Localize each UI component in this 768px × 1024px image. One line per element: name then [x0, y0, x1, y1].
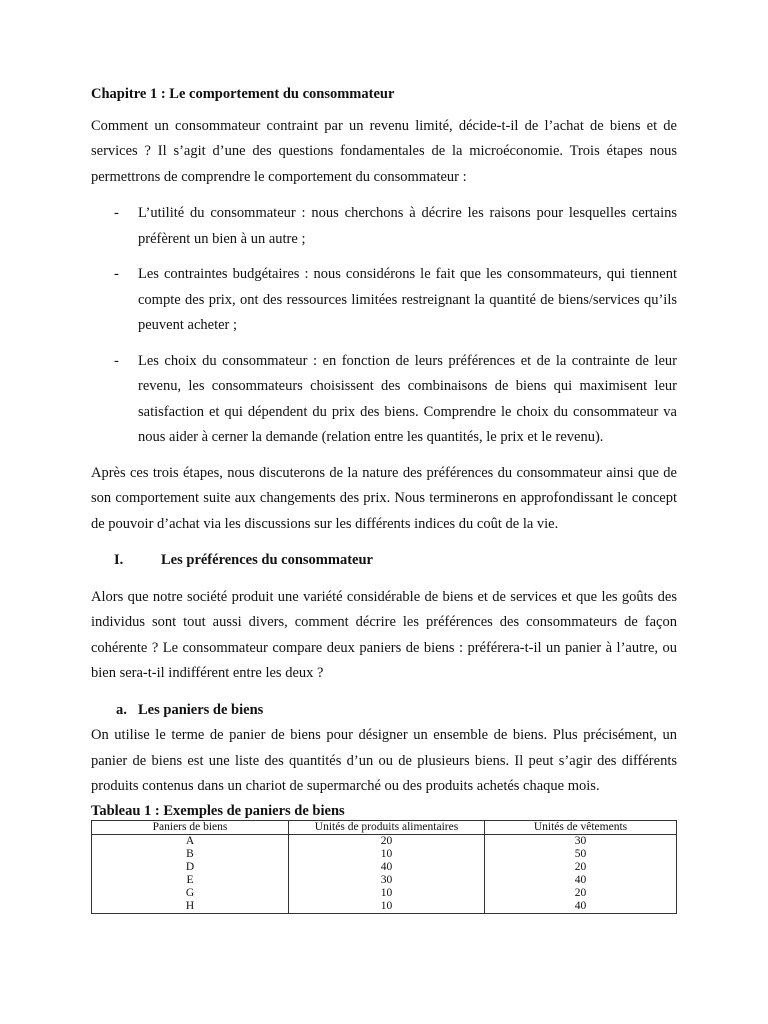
table-header: Unités de produits alimentaires	[289, 820, 485, 834]
list-item: - Les choix du consommateur : en fonction de leurs préférences et de la contrainte de leur revenu, les consommateurs choisissent des combinaisons de biens qui maximisent leur satisfaction et qui dépendent du prix des biens. Comprendre le choix du consommateur va nous aider à cerner la demande (relation entre les quantités, le prix et le revenu).	[91, 349, 677, 451]
table-cell: 50	[485, 848, 677, 861]
list-item: - Les contraintes budgétaires : nous considérons le fait que les consommateurs, qui tiennent compte des prix, ont des ressources limitées restreignant la quantité de biens/services qu’ils peuvent acheter ;	[91, 262, 677, 339]
table-cell: 10	[289, 887, 485, 900]
table-caption: Tableau 1 : Exemples de paniers de biens	[91, 802, 345, 819]
subsection-title: Les paniers de biens	[138, 701, 264, 718]
subsection-number: a.	[116, 701, 127, 718]
table-cell: E	[92, 874, 289, 887]
table-cell: 40	[485, 900, 677, 914]
table-cell: A	[92, 834, 289, 848]
table-cell: 20	[485, 861, 677, 874]
table-cell: B	[92, 848, 289, 861]
dash-bullet: -	[114, 266, 119, 282]
table-cell: 40	[485, 874, 677, 887]
steps-list	[91, 201, 677, 451]
table-header: Unités de vêtements	[485, 820, 677, 834]
section-number: I.	[114, 552, 124, 568]
dash-bullet: -	[114, 205, 119, 221]
table-cell: 30	[289, 874, 485, 887]
chapter-title: Chapitre 1 : Le comportement du consommateur	[91, 86, 395, 102]
subsection-heading	[91, 698, 677, 724]
baskets-table	[91, 820, 677, 914]
table-row	[92, 874, 677, 887]
table-header-row	[92, 820, 677, 834]
table-cell: D	[92, 861, 289, 874]
table-row	[92, 848, 677, 861]
table-row	[92, 900, 677, 914]
table-row	[92, 861, 677, 874]
document-page	[91, 82, 677, 914]
table-cell: 20	[485, 887, 677, 900]
section-paragraph: Alors que notre société produit une variété considérable de biens et de services et que les goûts des individus sont tout aussi divers, comment décrire les préférences des consommateurs de façon cohérente ? Le consommateur compare deux paniers de biens : préférera-t-il un panier à l’autre, ou bien sera-t-il indifférent entre les deux ?	[91, 588, 677, 681]
table-cell: G	[92, 887, 289, 900]
table-cell: 40	[289, 861, 485, 874]
table-cell: 10	[289, 848, 485, 861]
table-cell: 10	[289, 900, 485, 914]
intro-paragraph: Comment un consommateur contraint par un revenu limité, décide-t-il de l’achat de biens et de services ? Il s’agit d’une des questions fondamentales de la microéconomie. Trois étapes nous permettrons de comprendre le comportement du consommateur :	[91, 117, 677, 185]
section-heading	[91, 548, 677, 574]
after-paragraph: Après ces trois étapes, nous discuterons de la nature des préférences du consommateur ainsi que de son comportement suite aux changements des prix. Nous terminerons en approfondissant le concept de pouvoir d’achat via les discussions sur les différents indices du coût de la vie.	[91, 464, 677, 532]
dash-bullet: -	[114, 352, 119, 369]
section-title: Les préférences du consommateur	[161, 552, 373, 568]
table-cell: H	[92, 900, 289, 914]
table-row	[92, 834, 677, 848]
table-cell: 20	[289, 834, 485, 848]
table-header: Paniers de biens	[92, 820, 289, 834]
table-row	[92, 887, 677, 900]
table-cell: 30	[485, 834, 677, 848]
subsection-paragraph: On utilise le terme de panier de biens pour désigner un ensemble de biens. Plus précisément, un panier de biens est une liste des quantités d’un ou de plusieurs biens. Il peut s’agir des différents produits contenus dans un chariot de supermarché ou des produits achetés chaque mois.	[91, 727, 677, 794]
list-item: - L’utilité du consommateur : nous cherchons à décrire les raisons pour lesquelles certains préfèrent un bien à un autre ;	[91, 201, 677, 252]
